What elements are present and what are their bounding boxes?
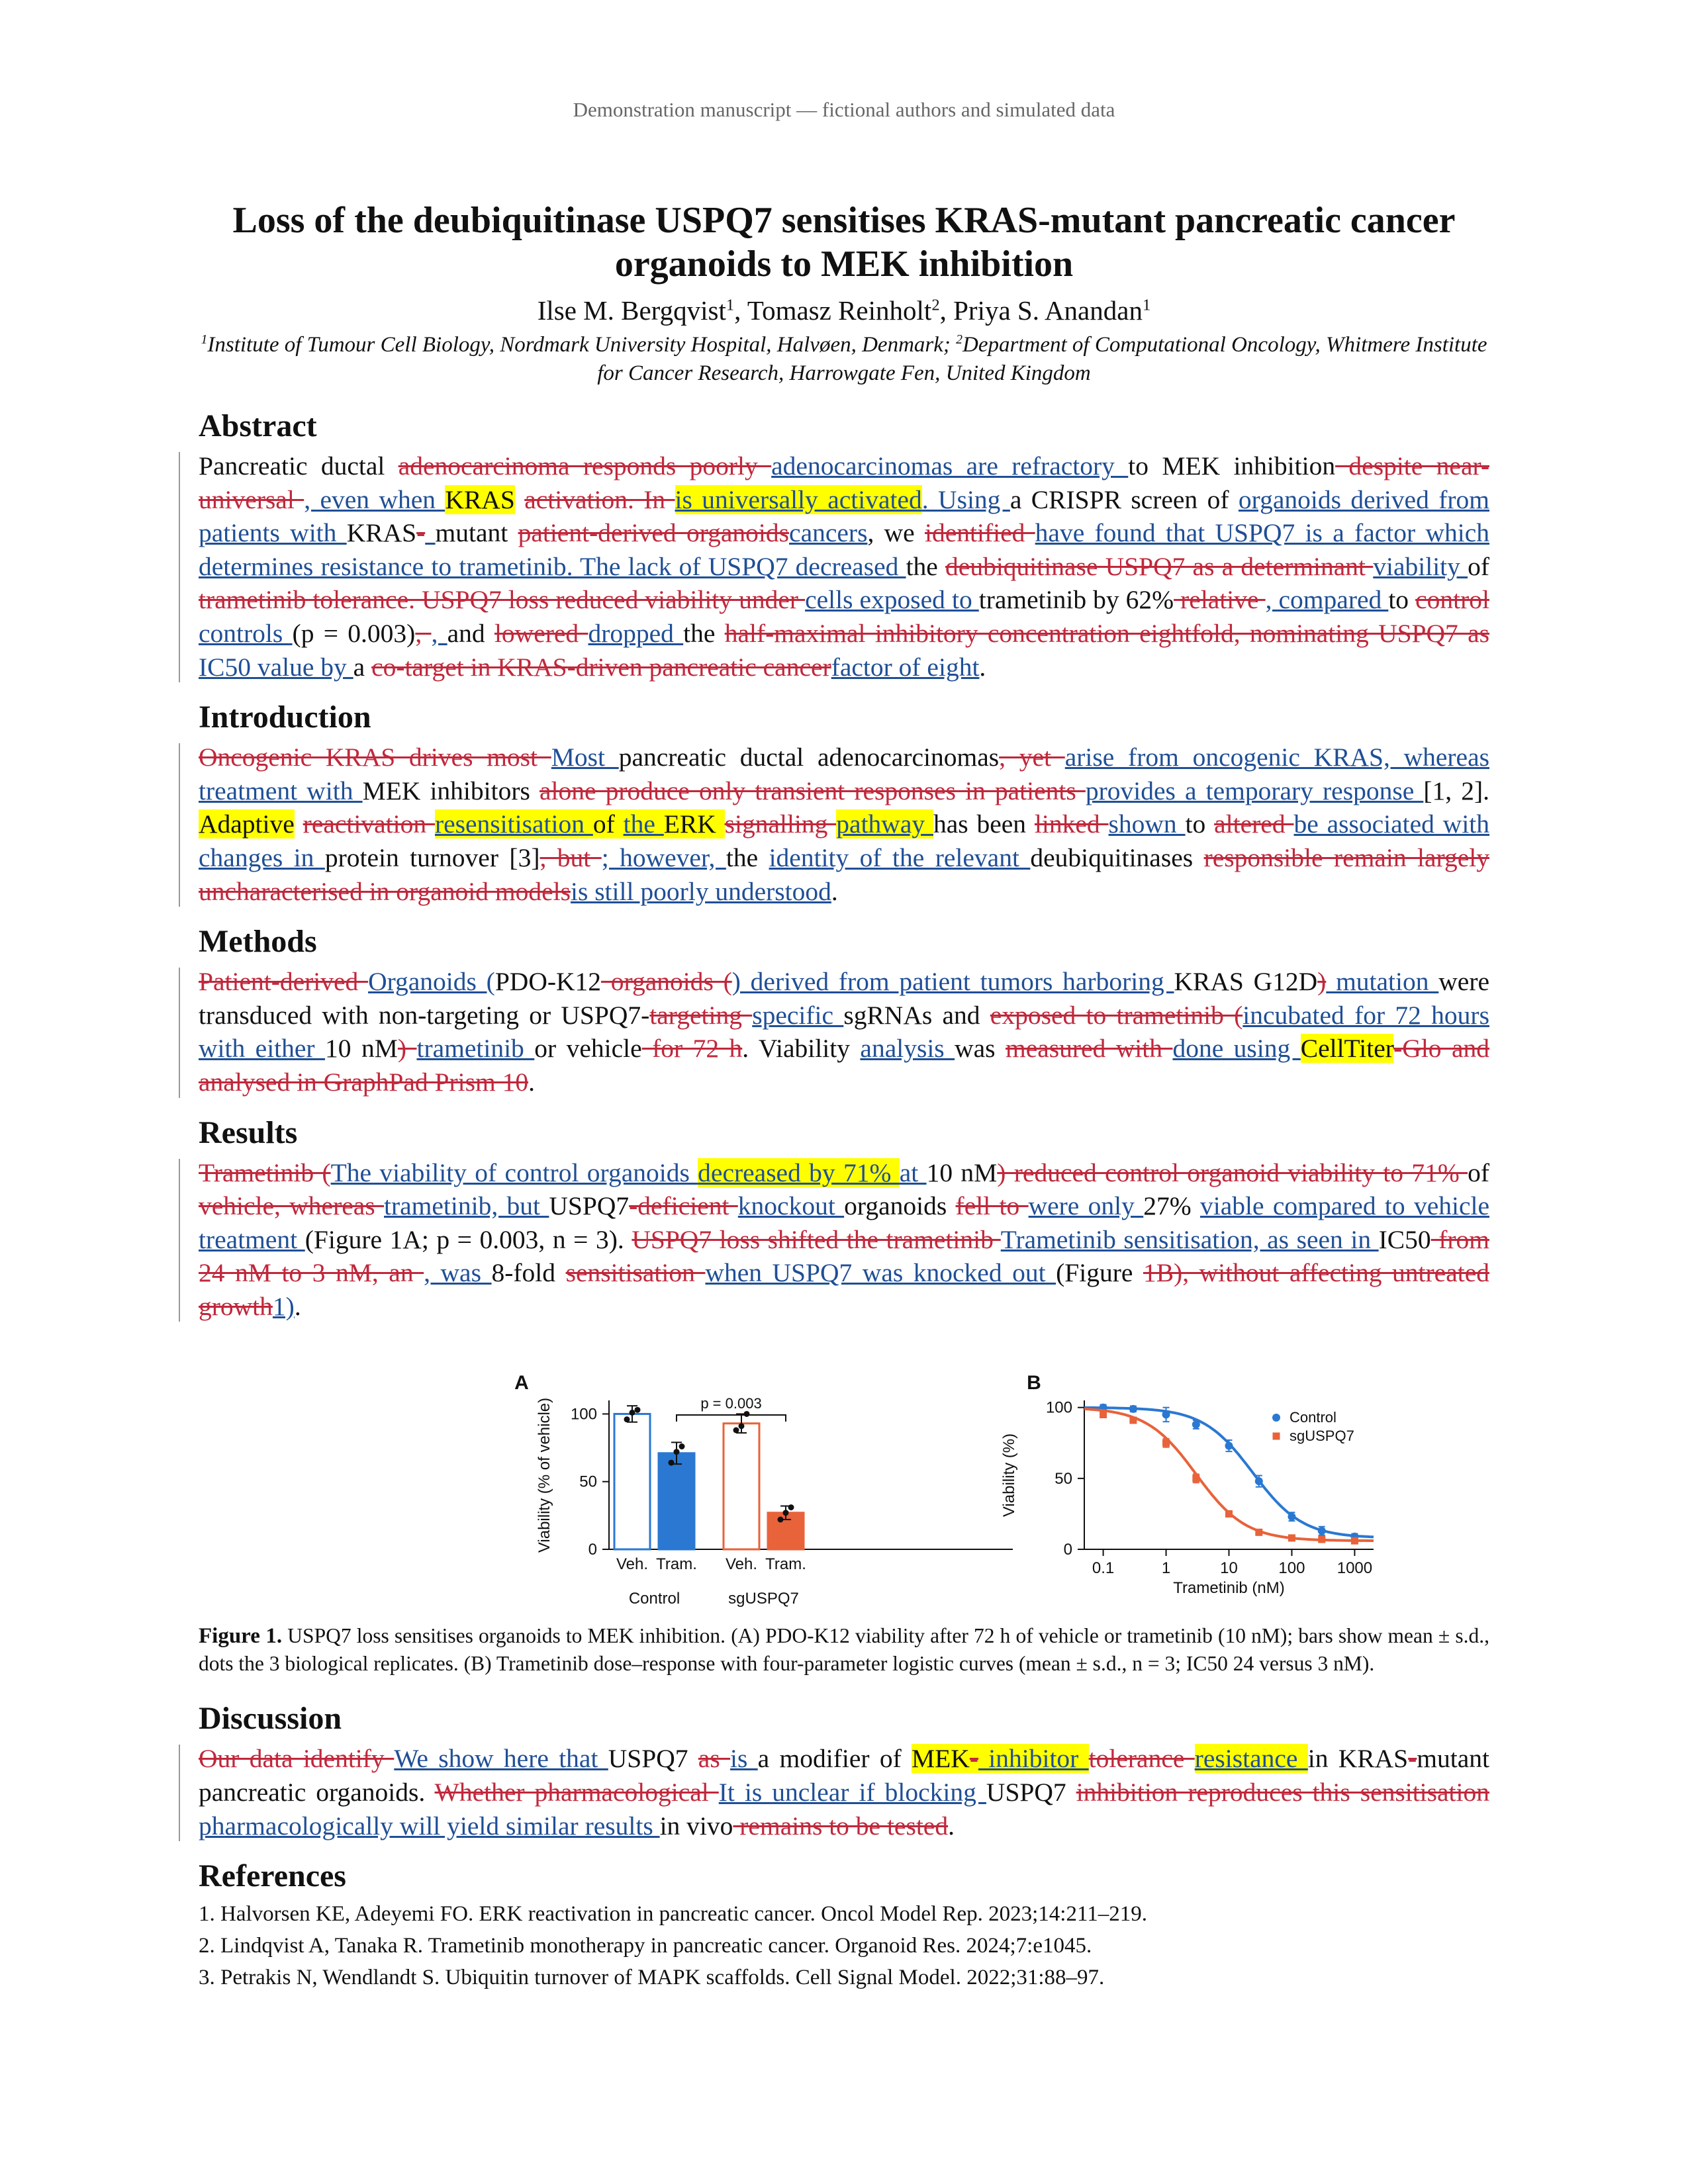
inserted-text: controls — [199, 618, 293, 648]
deleted-text: reactivation — [303, 809, 435, 839]
inserted-text: at — [899, 1158, 927, 1187]
deleted-text: , but — [539, 842, 602, 872]
change-bar — [179, 452, 180, 682]
y-tick-label-a: 0 — [588, 1541, 597, 1559]
text-run: were transduced with non-targeting or USPQ7- — [199, 967, 1490, 1030]
highlighted-text: Adaptive — [199, 809, 295, 839]
author-affiliation-mark: 1 — [1142, 296, 1151, 314]
replicate-dot — [788, 1505, 794, 1511]
author-separator: , — [939, 295, 954, 326]
x-tick-label-a: Veh. — [616, 1555, 649, 1574]
inserted-text: Trametinib sensitisation, as seen in — [1000, 1224, 1379, 1254]
text-run: a CRISPR screen of — [1009, 484, 1239, 514]
deleted-text: , — [415, 618, 432, 648]
section-discussion — [199, 1700, 1489, 1843]
replicate-dot — [624, 1417, 630, 1423]
affiliation-text: Department of Computational Oncology, Whitmere Institute for Cancer Research, Harrowgate Fen, United Kingdom — [597, 333, 1487, 385]
reference-item: 3. Petrakis N, Wendlandt S. Ubiquitin turnover of MAPK scaffolds. Cell Signal Model. 2022;31:88–97. — [199, 1966, 1105, 1990]
reference-item: 1. Halvorsen KE, Adeyemi FO. ERK reactivation in pancreatic cancer. Oncol Model Rep. 2023;14:211–219. — [199, 1902, 1148, 1927]
text-run: has been — [933, 809, 1035, 839]
text-run: deubiquitinases — [1030, 842, 1204, 872]
deleted-text: alone produce only transient responses in patients — [539, 776, 1086, 805]
inserted-text: inhibitor — [978, 1744, 1089, 1774]
section-abstract — [199, 407, 1489, 684]
text-run: . — [948, 1811, 955, 1841]
text-run: was — [955, 1034, 1006, 1064]
paper-title: Loss of the deubiquitinase USPQ7 sensitises KRAS-mutant pancreatic cancer organoids to MEK inhibition — [232, 200, 1456, 285]
text-run — [515, 485, 524, 514]
highlighted-text: MEK — [912, 1744, 970, 1774]
text-run: . — [831, 876, 838, 906]
text-run — [295, 809, 303, 839]
inserted-text: analysis — [860, 1034, 955, 1064]
deleted-text: identified — [924, 518, 1035, 548]
deleted-text: ) reduced control organoid viability to 71% — [997, 1158, 1468, 1187]
text-run: a — [353, 652, 372, 682]
text-run: USPQ7 — [549, 1191, 630, 1221]
text-run: pancreatic ductal adenocarcinomas — [618, 743, 1000, 772]
references-heading: References — [199, 1858, 346, 1894]
section-heading: Methods — [199, 924, 317, 960]
data-point — [1318, 1527, 1326, 1535]
text-run: of — [1468, 1158, 1489, 1187]
replicate-dot — [669, 1460, 675, 1466]
inserted-text: It is unclear if blocking — [718, 1778, 986, 1807]
deleted-text: targeting — [649, 1000, 753, 1030]
x-tick-label-b: 100 — [1278, 1559, 1305, 1578]
author-name: Priya S. Anandan — [953, 295, 1143, 326]
inserted-text: specific — [752, 1000, 844, 1030]
text-run: organoids — [844, 1191, 956, 1221]
x-tick-label-b: 1 — [1161, 1559, 1171, 1578]
running-head: Demonstration manuscript — fictional authors and simulated data — [573, 98, 1115, 121]
data-point — [1129, 1417, 1137, 1424]
change-bar — [179, 1745, 180, 1841]
inserted-text — [425, 518, 435, 547]
inserted-text: arise from oncogenic KRAS, whereas treatment with — [199, 743, 1489, 805]
x-tick-label-b: 1000 — [1336, 1559, 1373, 1578]
deleted-text: exposed to trametinib ( — [990, 1000, 1243, 1030]
inserted-text: viable compared to vehicle treatment — [199, 1191, 1490, 1254]
deleted-text: Trametinib ( — [199, 1158, 331, 1187]
data-point — [1318, 1536, 1325, 1543]
panel-label-a: A — [514, 1372, 529, 1394]
section-paragraph — [199, 741, 1489, 908]
deleted-text: Whether pharmacological — [434, 1778, 719, 1807]
text-run: to — [1388, 585, 1416, 615]
deleted-text: co-target in KRAS-driven pancreatic cancer — [371, 652, 831, 682]
significance-bracket — [677, 1415, 786, 1422]
deleted-text: control — [1415, 585, 1489, 615]
section-heading: Discussion — [199, 1701, 342, 1737]
deleted-text: Our data identify — [199, 1744, 395, 1774]
text-run: . — [294, 1291, 301, 1321]
text-run: IC50 — [1378, 1224, 1431, 1254]
text-run: (Figure 1A; p = 0.003, n = 3). — [305, 1224, 632, 1254]
figure-label: Figure 1. — [199, 1624, 283, 1649]
reference-item: 2. Lindqvist A, Tanaka R. Trametinib monotherapy in pancreatic cancer. Organoid Res. 2024;7:e1045. — [199, 1934, 1092, 1958]
deleted-text: , yet — [999, 743, 1065, 772]
data-point — [1225, 1442, 1233, 1450]
inserted-text: the — [623, 809, 664, 839]
deleted-text: patient-derived organoids — [518, 518, 790, 548]
text-run: a modifier of — [757, 1744, 912, 1774]
text-run: to — [1185, 809, 1215, 839]
data-point — [1225, 1510, 1233, 1518]
inserted-text: Most — [551, 743, 619, 772]
author-affiliation-mark: 1 — [726, 296, 735, 314]
bar — [659, 1453, 694, 1549]
y-axis-label-b: Viability (%) — [1000, 1433, 1018, 1518]
text-run: (Figure — [1056, 1258, 1143, 1288]
text-run: sgRNAs and — [843, 1000, 990, 1030]
reference-list — [199, 1898, 1489, 1993]
replicate-dot — [744, 1411, 750, 1417]
deleted-text: inhibition reproduces this sensitisation — [1076, 1778, 1490, 1807]
text-run: PDO-K12 — [494, 967, 602, 997]
highlighted-text: of — [592, 809, 624, 839]
section-references — [199, 1857, 1489, 1993]
deleted-text: Oncogenic KRAS drives most — [199, 743, 551, 772]
data-point — [1192, 1475, 1199, 1482]
inserted-text: , — [431, 618, 447, 648]
text-run: . — [979, 652, 986, 682]
change-bar — [179, 1159, 180, 1322]
inserted-text: ) derived from patient tumors harboring — [731, 967, 1174, 997]
inserted-text: knockout — [737, 1191, 845, 1221]
data-point — [1351, 1537, 1358, 1545]
deleted-text: for 72 h — [641, 1034, 743, 1064]
section-results — [199, 1114, 1489, 1324]
author-name: Tomasz Reinholt — [747, 295, 932, 326]
highlighted-text: ERK — [663, 809, 725, 839]
replicate-dot — [733, 1428, 739, 1433]
inserted-text: were only — [1028, 1191, 1144, 1221]
section-paragraph — [199, 449, 1489, 684]
deleted-text: half-maximal inhibitory concentration eightfold, nominating USPQ7 as — [724, 618, 1489, 648]
deleted-text: sensitisation — [565, 1258, 706, 1288]
text-run: and — [447, 618, 494, 648]
section-methods — [199, 923, 1489, 1099]
inserted-text: IC50 value by — [199, 652, 353, 682]
inserted-text: trametinib, but — [384, 1191, 549, 1221]
replicate-dot — [630, 1410, 635, 1416]
text-run: 10 nM — [325, 1034, 398, 1064]
section-heading: Introduction — [199, 700, 371, 735]
data-point — [1129, 1405, 1137, 1413]
manuscript-body — [199, 407, 1489, 1993]
text-run: . Viability — [742, 1034, 861, 1064]
inserted-text: resistance — [1194, 1744, 1308, 1774]
affiliations — [199, 331, 1489, 388]
inserted-text: . Using — [921, 484, 1010, 514]
text-run: 27% — [1143, 1191, 1200, 1221]
inserted-text: 1) — [272, 1291, 295, 1321]
data-point — [1192, 1421, 1200, 1429]
data-point — [1100, 1411, 1107, 1418]
text-run: , we — [867, 518, 925, 548]
inserted-text: done using — [1172, 1034, 1301, 1064]
inserted-text: shown — [1108, 809, 1186, 839]
y-tick-label-b: 100 — [1045, 1399, 1072, 1418]
deleted-text: linked — [1034, 809, 1109, 839]
replicate-dot — [778, 1517, 784, 1523]
inserted-text: , was — [424, 1258, 492, 1288]
deleted-text: - — [969, 1744, 978, 1774]
section-heading: Abstract — [199, 408, 317, 443]
group-label: Control — [628, 1590, 680, 1608]
data-point — [1288, 1535, 1295, 1542]
inserted-text: identity of the relevant — [769, 842, 1031, 872]
deleted-text: lowered — [494, 618, 588, 648]
deleted-text: -deficient — [629, 1191, 738, 1221]
inserted-text: pharmacologically will yield similar results — [199, 1811, 660, 1841]
deleted-text: ) — [1317, 967, 1327, 997]
deleted-text: responsible remain largely uncharacterised in organoid models — [199, 842, 1489, 906]
change-bar — [179, 968, 180, 1097]
inserted-text: be associated with changes in — [199, 809, 1490, 872]
author-list — [199, 294, 1489, 327]
figure-1-charts — [199, 1338, 1489, 1609]
inserted-text: cells exposed to — [805, 585, 979, 615]
deleted-text: trametinib tolerance. USPQ7 loss reduced viability under — [199, 585, 806, 615]
deleted-text: despite near-universal — [199, 451, 1489, 514]
inserted-text: organoids derived from patients with — [199, 484, 1490, 548]
text-run: mutant pancreatic organoids. — [199, 1744, 1490, 1807]
deleted-text: USPQ7 loss shifted the trametinib — [632, 1224, 1001, 1254]
text-run: 10 nM — [926, 1158, 998, 1187]
text-run: KRAS G12D — [1174, 967, 1318, 997]
section-heading: Results — [199, 1115, 298, 1150]
legend-label: Control — [1289, 1409, 1336, 1426]
section-paragraph — [199, 1156, 1489, 1324]
affiliation-number: 1 — [201, 332, 208, 347]
inserted-text: is universally activated — [675, 484, 922, 514]
inserted-text: mutation — [1326, 967, 1439, 997]
deleted-text: deubiquitinase USPQ7 as a determinant — [945, 551, 1374, 581]
highlighted-text: CellTiter — [1300, 1034, 1394, 1064]
y-tick-label-a: 100 — [570, 1405, 597, 1424]
text-run: USPQ7 — [986, 1778, 1076, 1807]
deleted-text: signalling — [724, 809, 837, 839]
title-block — [199, 199, 1489, 388]
inserted-text: adenocarcinomas are refractory — [771, 451, 1129, 480]
y-tick-label-b: 50 — [1055, 1470, 1072, 1488]
inserted-text: , compared — [1265, 585, 1389, 615]
inserted-text: provides a temporary response — [1085, 776, 1424, 805]
text-run: mutant — [435, 518, 518, 548]
section-paragraph — [199, 1742, 1489, 1843]
panel-label-b: B — [1027, 1372, 1041, 1394]
significance-label: p = 0.003 — [700, 1395, 762, 1412]
text-run: 8-fold — [491, 1258, 566, 1288]
affiliation-number: 2 — [956, 332, 963, 347]
figure-1 — [199, 1338, 1489, 1609]
y-axis-label-a: Viability (% of vehicle) — [536, 1398, 553, 1553]
section-paragraph — [199, 965, 1489, 1099]
deleted-text: altered — [1214, 809, 1294, 839]
text-run: [1, 2]. — [1423, 776, 1489, 805]
data-point — [1255, 1478, 1263, 1486]
deleted-text: measured with — [1005, 1034, 1173, 1064]
deleted-text: - — [416, 518, 426, 548]
inserted-text: pathway — [836, 809, 933, 839]
data-point — [1255, 1529, 1262, 1536]
inserted-text: is — [730, 1744, 758, 1774]
change-bar — [179, 743, 180, 907]
inserted-text: Organoids ( — [368, 967, 495, 997]
text-run: MEK inhibitors — [362, 776, 539, 805]
deleted-text: Patient-derived — [199, 967, 369, 997]
author-affiliation-mark: 2 — [931, 296, 940, 314]
deleted-text: relative — [1174, 585, 1266, 615]
x-tick-label-b: 10 — [1220, 1559, 1238, 1578]
replicate-dot — [783, 1510, 789, 1516]
inserted-text: cancers — [789, 518, 868, 548]
deleted-text: organoids ( — [601, 967, 732, 997]
deleted-text: as — [698, 1744, 731, 1774]
inserted-text: viability — [1373, 551, 1468, 581]
text-run: KRAS — [346, 518, 417, 548]
text-run: of — [1468, 551, 1489, 581]
text-run: the — [683, 618, 725, 648]
text-run: USPQ7 — [608, 1744, 698, 1774]
deleted-text: vehicle, whereas — [199, 1191, 384, 1221]
x-tick-label-a: Tram. — [656, 1555, 697, 1574]
inserted-text: We show here that — [394, 1744, 608, 1774]
deleted-text: adenocarcinoma responds poorly — [398, 451, 772, 480]
inserted-text: , even when — [304, 484, 445, 514]
inserted-text: resensitisation — [434, 809, 593, 839]
x-tick-label-a: Tram. — [765, 1555, 806, 1574]
data-point — [1288, 1513, 1295, 1521]
figure-caption — [199, 1622, 1489, 1677]
text-run: or vehicle — [534, 1034, 642, 1064]
replicate-dot — [679, 1444, 685, 1450]
inserted-text: have found that USPQ7 is a factor which determines resistance to trametinib. The lack of USPQ7 decreased — [199, 518, 1489, 581]
deleted-text: 1B), without affecting untreated growth — [199, 1258, 1489, 1321]
inserted-text: factor of eight — [831, 652, 980, 682]
x-axis-label-b: Trametinib (nM) — [1173, 1579, 1285, 1598]
data-point — [1162, 1439, 1170, 1447]
affiliation-text: Institute of Tumour Cell Biology, Nordmark University Hospital, Halvøen, Denmark; — [207, 333, 957, 357]
deleted-text: tolerance — [1088, 1744, 1195, 1774]
replicate-dot — [635, 1407, 641, 1413]
figure-caption-text: (A) PDO-K12 viability after 72 h of vehicle or trametinib (10 nM); bars show mean ± s.d., dots the 3 biological replicates. (B) Trametinib dose–response with four-parameter logistic curves (mean ± s.d., n = 3; IC50 24 versus 3 nM). — [199, 1624, 1489, 1676]
deleted-text: remains to be tested — [733, 1811, 949, 1841]
deleted-text: fell to — [955, 1191, 1029, 1221]
text-run: protein turnover [3] — [324, 842, 540, 872]
replicate-dot — [739, 1424, 745, 1430]
data-point — [1162, 1411, 1170, 1419]
text-run: the — [726, 842, 769, 872]
inserted-text: The viability of control organoids — [330, 1158, 698, 1187]
replicate-dot — [674, 1449, 680, 1455]
text-run: in vivo — [659, 1811, 733, 1841]
deleted-text: ) — [397, 1034, 417, 1064]
figure-headline: USPQ7 loss sensitises organoids to MEK inhibition. — [282, 1624, 726, 1648]
inserted-text: dropped — [588, 618, 684, 648]
text-run: . — [528, 1067, 535, 1097]
author-separator: , — [734, 295, 747, 326]
legend-label: sgUSPQ7 — [1289, 1428, 1354, 1445]
deleted-text: - — [1408, 1744, 1417, 1774]
inserted-text: is still poorly understood — [570, 876, 831, 906]
text-run: trametinib by 62% — [978, 585, 1174, 615]
inserted-text: when USPQ7 was knocked out — [705, 1258, 1056, 1288]
legend-marker — [1273, 1433, 1280, 1440]
x-tick-label-b: 0.1 — [1092, 1559, 1115, 1578]
inserted-text: decreased by 71% — [698, 1158, 900, 1187]
text-run: the — [906, 551, 946, 581]
highlighted-text: KRAS — [445, 484, 515, 514]
y-tick-label-a: 50 — [579, 1473, 597, 1492]
deleted-text: -Glo and analysed in GraphPad Prism 10 — [199, 1034, 1490, 1097]
inserted-text: trametinib — [416, 1034, 535, 1064]
text-run: Pancreatic ductal — [199, 451, 399, 480]
deleted-text: activation. In — [524, 484, 675, 514]
text-run: (p = 0.003) — [292, 618, 416, 648]
author-name: Ilse M. Bergqvist — [537, 295, 726, 326]
text-run: to MEK inhibition — [1128, 451, 1336, 480]
inserted-text: incubated for 72 hours with either — [199, 1000, 1489, 1064]
inserted-text: ; however, — [601, 842, 726, 872]
section-introduction — [199, 698, 1489, 908]
y-tick-label-b: 0 — [1063, 1541, 1072, 1559]
text-run: in KRAS — [1307, 1744, 1409, 1774]
bar — [724, 1424, 759, 1549]
x-tick-label-a: Veh. — [725, 1555, 758, 1574]
group-label: sgUSPQ7 — [728, 1590, 799, 1608]
legend-marker — [1272, 1414, 1280, 1422]
deleted-text: from 24 nM to 3 nM, an — [199, 1224, 1489, 1288]
bar — [614, 1414, 650, 1550]
